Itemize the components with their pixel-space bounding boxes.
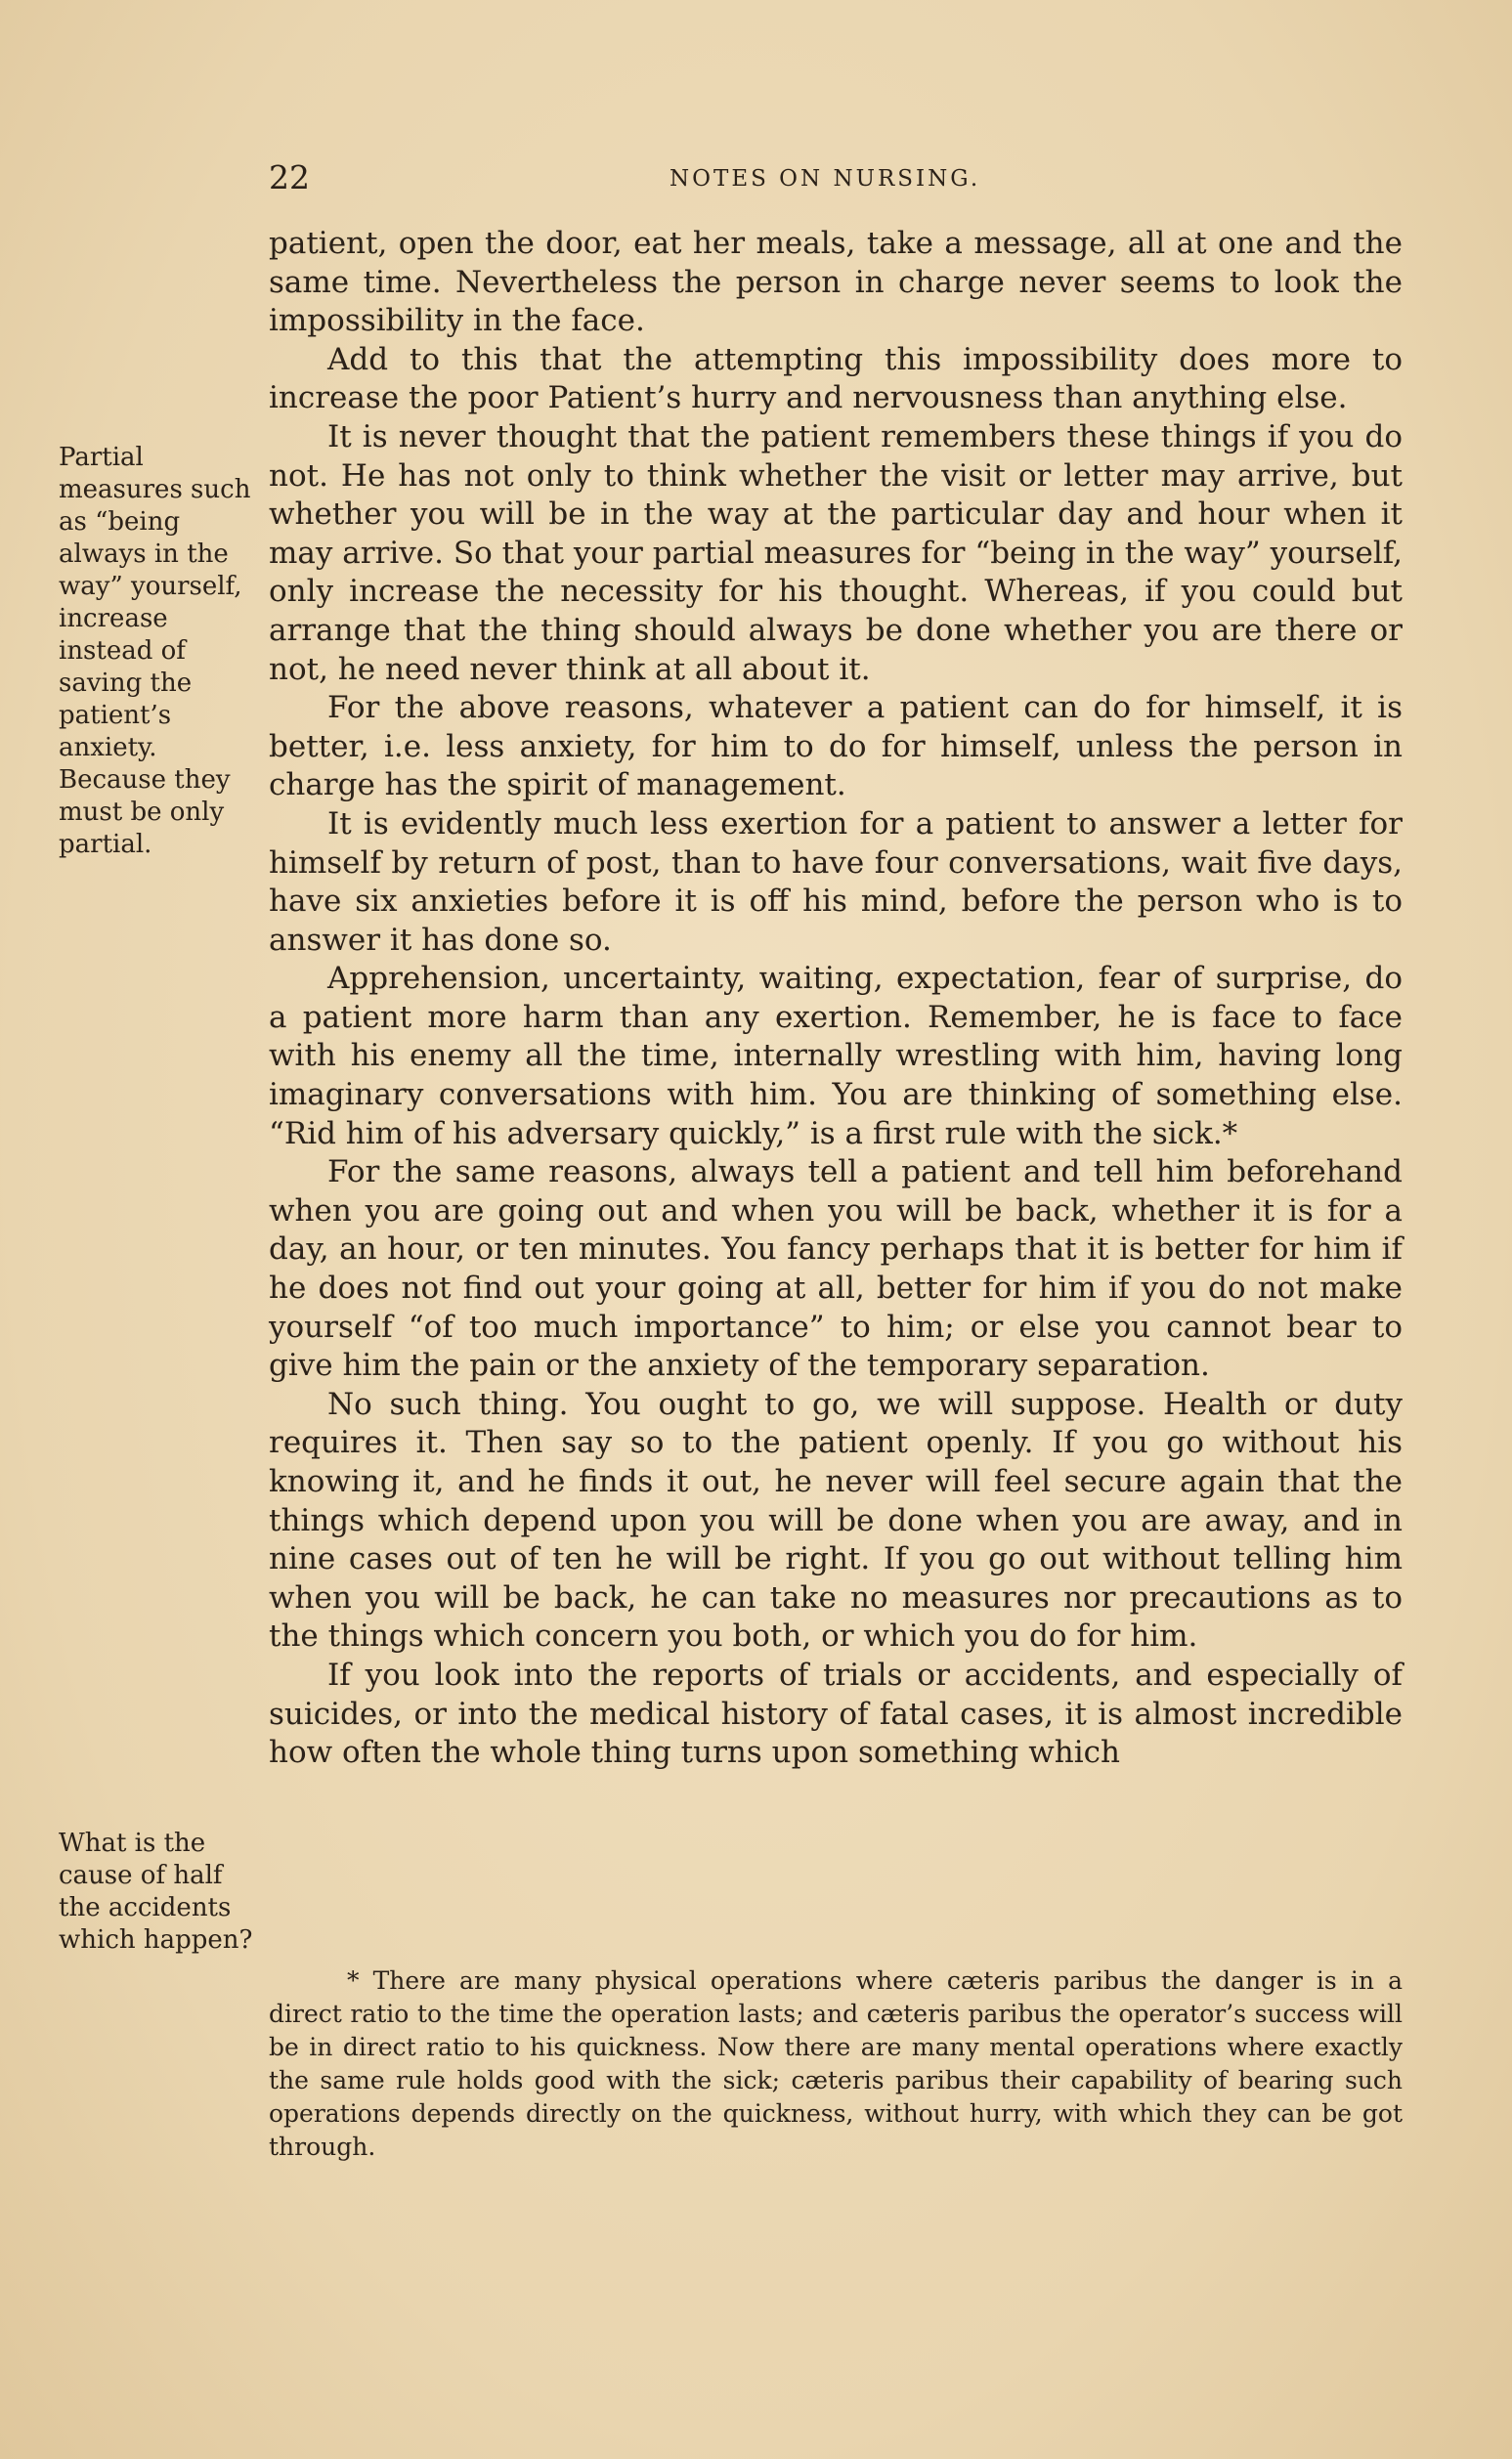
- paragraph: Apprehension, uncertainty, waiting, expectation, fear of surprise, do a patient more harm than any exertion. Remember, he is face to face with his enemy all the time, internally wrestling with him, having long imaginary conversations with him. You are thinking of something else. “Rid him of his adversary quickly,” is a first rule with the sick.*: [269, 961, 1403, 1151]
- paragraph: For the same reasons, always tell a patient and tell him beforehand when you are going out and when you will be back, whether it is for a day, an hour, or ten minutes. You fancy perhaps that it is better for him if he does not find out your going at all, better for him if you do not make yourself “of too much importance” to him; or else you cannot bear to give him the pain or the anxiety of the temporary separation.: [269, 1154, 1403, 1384]
- paragraph: If you look into the reports of trials or accidents, and especially of suicides, or into the medical history of fatal cases, it is almost incredible how often the whole thing turns upon something which: [269, 1657, 1403, 1771]
- paragraph: It is never thought that the patient remembers these things if you do not. He has not only to think whether the visit or letter may arrive, but whether you will be in the way at the particular day and hour when it may arrive. So that your partial measures for “being in the way” yourself, only increase the necessity for his thought. Whereas, if you could but arrange that the thing should always be done whether you are there or not, he need never think at all about it.: [269, 418, 1403, 687]
- page-header: [269, 158, 1403, 197]
- body-text: [269, 225, 1403, 1773]
- paragraph: patient, open the door, eat her meals, take a message, all at one and the same time. Nevertheless the person in charge never seems to look the impossibility in the face.: [269, 226, 1403, 339]
- page-number: 22: [269, 158, 310, 196]
- paragraph: Add to this that the attempting this impossibility does more to increase the poor Patient’s hurry and nervousness than anything else.: [269, 341, 1403, 416]
- running-title: NOTES ON NURSING.: [670, 166, 981, 192]
- footnote: [269, 1964, 1403, 2164]
- paragraph: It is evidently much less exertion for a patient to answer a letter for himself by return of post, than to have four conversations, wait five days, have six anxieties before it is off his mind, before the person who is to answer it has done so.: [269, 805, 1403, 958]
- footnote-text: * There are many physical operations where cæteris paribus the danger is in a direct ratio to the time the operation lasts; and cæteris paribus the operator’s success will be in direct ratio to his quickness. Now there are many mental operations where exactly the same rule holds good with the sick; cæteris paribus their capability of bearing such operations depends directly on the quickness, without hurry, with which they can be got through.: [269, 1966, 1403, 2161]
- sidenote-accidents: What is the cause of half the accidents which happen?: [59, 1829, 253, 1955]
- sidenote-partial-measures: Partial measures such as “being always in the way” yourself, increase instead of saving the patient’s anxiety. Because they must be only partial.: [59, 443, 251, 859]
- paragraph: For the above reasons, whatever a patient can do for himself, it is better, i.e. less anxiety, for him to do for himself, unless the person in charge has the spirit of management.: [269, 690, 1403, 803]
- paragraph: No such thing. You ought to go, we will suppose. Health or duty requires it. Then say so to the patient openly. If you go without his knowing it, and he finds it out, he never will feel secure again that the things which depend upon you will be done when you are away, and in nine cases out of ten he will be right. If you go out without telling him when you will be back, he can take no measures nor precautions as to the things which concern you both, or which you do for him.: [269, 1386, 1403, 1655]
